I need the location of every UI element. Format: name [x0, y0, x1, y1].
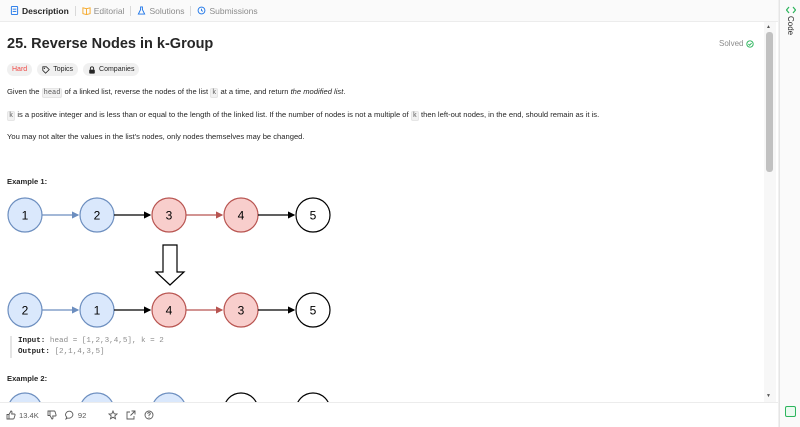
list-node-value: 1 — [93, 303, 101, 318]
text: of a linked list, reverse the nodes of the list — [62, 87, 211, 96]
inline-code: k — [412, 112, 417, 120]
code-icon — [786, 6, 796, 14]
flask-icon — [137, 6, 146, 15]
scroll-up-arrow[interactable]: ▲ — [766, 24, 771, 30]
like-count: 13.4K — [19, 410, 39, 420]
topics-badge[interactable] — [37, 63, 78, 76]
external-link-icon — [126, 410, 136, 420]
example-2-diagram-partial — [0, 392, 340, 402]
list-node-value: 2 — [21, 303, 29, 318]
input-value: head = [1,2,3,4,5], k = 2 — [49, 337, 164, 345]
list-node — [152, 393, 186, 402]
tab-solutions-label: Solutions — [149, 5, 185, 16]
list-node — [80, 393, 114, 402]
tab-submissions[interactable] — [193, 0, 261, 22]
comment-count: 92 — [77, 410, 87, 420]
tab-editorial-label: Editorial — [93, 5, 125, 16]
example-1-diagram — [0, 190, 340, 330]
list-node-value: 5 — [309, 303, 317, 318]
code-label: Code — [786, 16, 795, 36]
book-icon — [82, 6, 91, 15]
down-arrow-icon — [156, 245, 184, 285]
text: . — [343, 87, 346, 96]
dislike-button[interactable] — [47, 410, 57, 420]
output-label: Output: — [18, 348, 50, 356]
page-title: 25. Reverse Nodes in k-Group — [7, 36, 214, 52]
output-value: [2,1,4,3,5] — [54, 348, 105, 356]
tab-submissions-label: Submissions — [209, 5, 258, 16]
tab-divider — [130, 6, 131, 16]
text: Given the — [7, 87, 42, 96]
list-node-value: 2 — [93, 208, 101, 223]
lock-icon — [88, 66, 96, 74]
list-node-value: 3 — [165, 208, 173, 223]
solved-status — [719, 39, 754, 48]
share-button[interactable] — [126, 410, 136, 420]
list-node — [8, 393, 42, 402]
list-node — [224, 393, 258, 402]
scroll-down-arrow[interactable]: ▼ — [766, 393, 771, 399]
star-icon — [108, 410, 118, 420]
comments-button[interactable] — [65, 410, 86, 420]
scrollbar[interactable] — [764, 22, 776, 402]
tab-description[interactable] — [6, 0, 73, 22]
description-paragraph-1 — [7, 87, 345, 97]
tag-icon — [42, 66, 50, 74]
tab-divider — [75, 6, 76, 16]
scrollbar-thumb[interactable] — [766, 32, 773, 172]
inline-code: k — [9, 112, 14, 120]
inline-code: k — [212, 89, 217, 97]
problem-content — [0, 22, 764, 402]
check-circle-icon — [746, 40, 754, 48]
example-input — [18, 336, 164, 347]
example-2-title: Example 2: — [7, 374, 48, 383]
example-1-io — [10, 336, 164, 358]
text: then left-out nodes, in the end, should remain as it is. — [418, 110, 600, 119]
tab-bar — [0, 0, 778, 22]
comment-icon — [65, 410, 75, 420]
panel-toggle-icon[interactable] — [785, 406, 796, 417]
list-node-value: 4 — [237, 208, 245, 223]
thumbs-down-icon — [47, 410, 57, 420]
favorite-button[interactable] — [108, 410, 118, 420]
text: is a positive integer and is less than or equal to the length of the linked list. If the number of nodes is not a multiple of — [15, 110, 411, 119]
tab-editorial[interactable] — [78, 0, 129, 22]
tab-description-label: Description — [22, 5, 69, 16]
description-icon — [10, 6, 19, 15]
badge-row — [7, 63, 139, 76]
like-button[interactable] — [6, 410, 39, 420]
action-bar — [0, 402, 778, 427]
topics-label: Topics — [53, 66, 74, 73]
help-button[interactable] — [144, 410, 154, 420]
emphasis-text: the modified list — [290, 87, 344, 96]
description-paragraph-2 — [7, 110, 599, 120]
inline-code: head — [43, 89, 61, 97]
example-1-title: Example 1: — [7, 177, 48, 186]
solved-label: Solved — [719, 39, 744, 48]
code-panel-toggle[interactable] — [783, 6, 798, 35]
list-node-value: 3 — [237, 303, 245, 318]
thumbs-up-icon — [6, 410, 16, 420]
list-node-value: 4 — [165, 303, 173, 318]
companies-badge[interactable] — [83, 63, 139, 76]
difficulty-badge[interactable]: Hard — [7, 63, 32, 76]
question-circle-icon — [144, 410, 154, 420]
text: at a time, and return — [218, 87, 291, 96]
description-paragraph-3: You may not alter the values in the list's nodes, only nodes themselves may be changed. — [7, 132, 305, 141]
tab-solutions[interactable] — [133, 0, 188, 22]
tab-divider — [190, 6, 191, 16]
history-icon — [197, 6, 206, 15]
list-node-value: 5 — [309, 208, 317, 223]
list-node-value: 1 — [21, 208, 29, 223]
list-node — [296, 393, 330, 402]
right-rail — [779, 0, 800, 427]
input-label: Input: — [18, 337, 46, 345]
companies-label: Companies — [99, 66, 135, 73]
example-output — [18, 347, 164, 358]
